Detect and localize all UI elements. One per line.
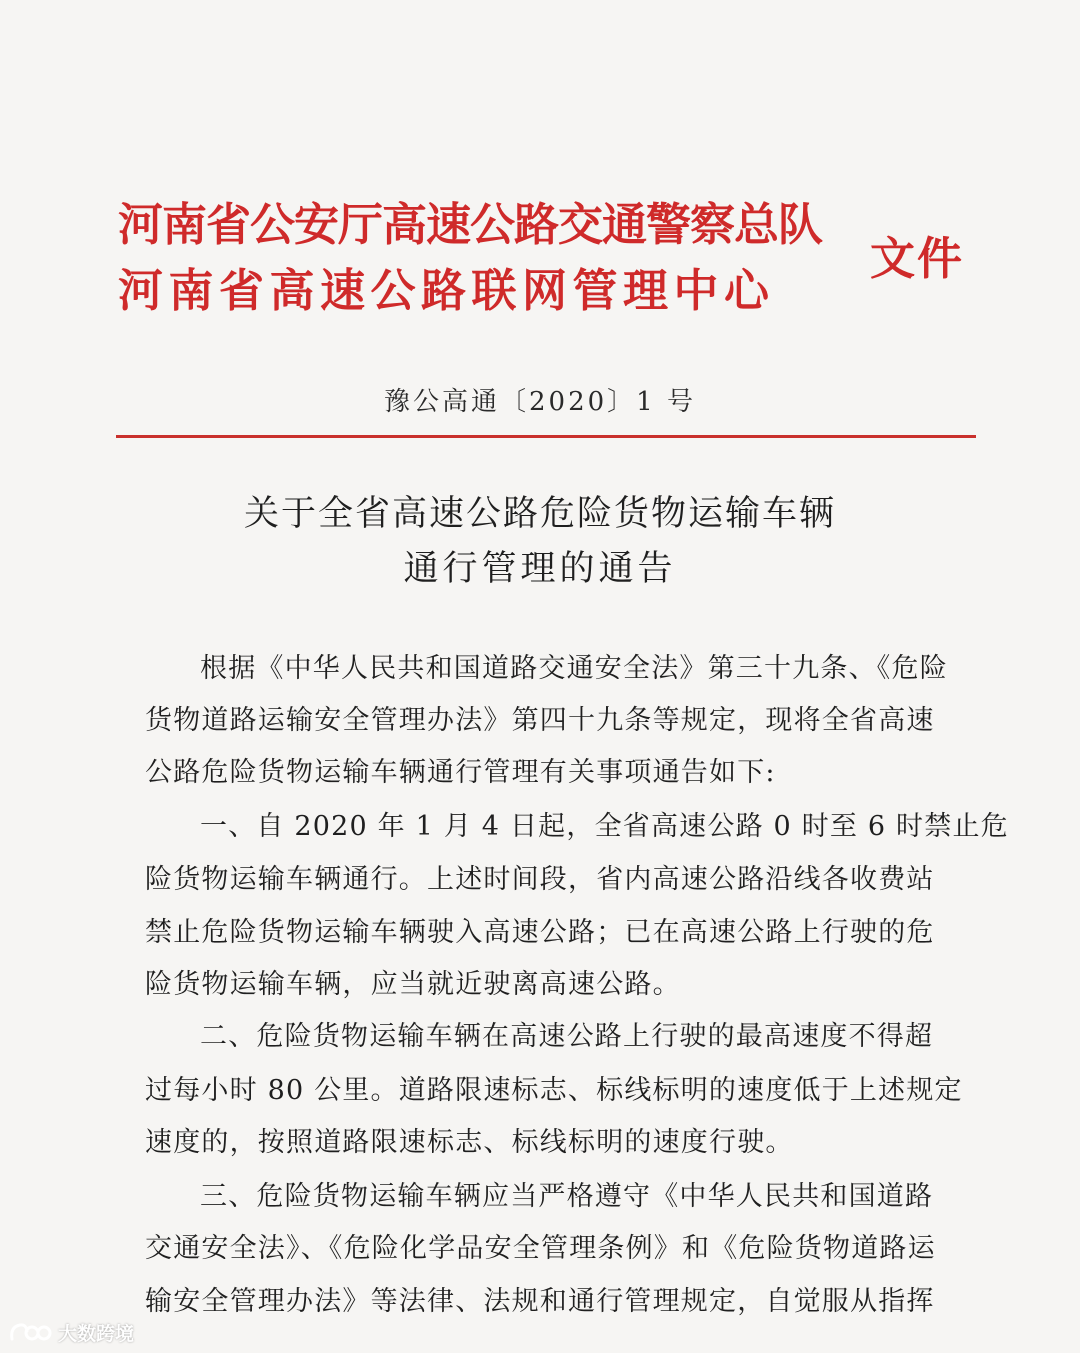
brand-logo-icon bbox=[8, 1319, 52, 1345]
body-line: 过每小时 80 公里。道路限速标志、标线标明的速度低于上述规定 bbox=[145, 1075, 963, 1106]
issuer-name-line-2: 河南省高速公路联网管理中心 bbox=[118, 264, 775, 317]
body-line: 货物道路运输安全管理办法》第四十九条等规定，现将全省高速 bbox=[145, 705, 935, 736]
body-line: 公路危险货物运输车辆通行管理有关事项通告如下: bbox=[145, 757, 776, 788]
body-line: 险货物运输车辆通行。上述时间段，省内高速公路沿线各收费站 bbox=[145, 864, 935, 895]
issuer-name-line-1: 河南省公安厅高速公路交通警察总队 bbox=[118, 198, 823, 251]
watermark bbox=[8, 1318, 134, 1346]
notice-title-line-2: 通行管理的通告 bbox=[403, 549, 677, 589]
body-line: 速度的，按照道路限速标志、标线标明的速度行驶。 bbox=[145, 1127, 794, 1158]
file-mark: 文件 bbox=[870, 232, 965, 285]
notice-title-line-1: 关于全省高速公路危险货物运输车辆 bbox=[243, 494, 836, 534]
body-line: 二、危险货物运输车辆在高速公路上行驶的最高速度不得超 bbox=[200, 1021, 934, 1052]
issuer-header bbox=[118, 188, 998, 323]
body-line: 根据《中华人民共和国道路交通安全法》第三十九条、《危险 bbox=[200, 653, 948, 684]
body-line: 一、自 2020 年 1 月 4 日起，全省高速公路 0 时至 6 时禁止危 bbox=[200, 811, 1009, 842]
body-line: 交通安全法》、《危险化学品安全管理条例》和《危险货物道路运 bbox=[145, 1233, 936, 1264]
body-line: 险货物运输车辆，应当就近驶离高速公路。 bbox=[145, 969, 681, 1000]
body-line: 三、危险货物运输车辆应当严格遵守《中华人民共和国道路 bbox=[200, 1181, 934, 1212]
body-line: 禁止危险货物运输车辆驶入高速公路；已在高速公路上行驶的危 bbox=[145, 917, 935, 948]
document-number: 豫公高通〔2020〕1 号 bbox=[384, 387, 696, 417]
watermark-text: 大数跨境 bbox=[58, 1322, 135, 1345]
body-line: 输安全管理办法》等法律、法规和通行管理规定，自觉服从指挥 bbox=[145, 1286, 935, 1317]
red-divider bbox=[116, 435, 976, 438]
